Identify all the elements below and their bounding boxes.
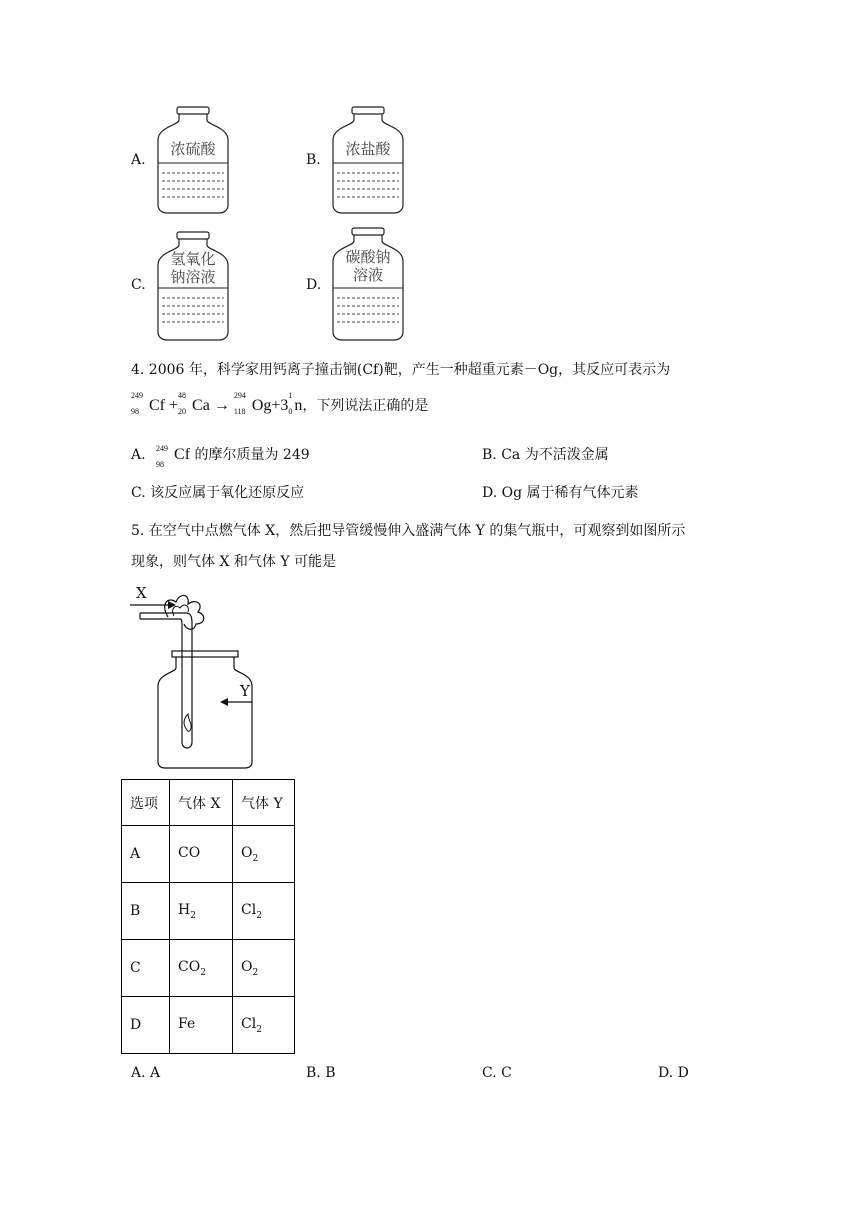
table-row bbox=[122, 826, 295, 883]
row-a-gas-y bbox=[233, 826, 295, 883]
nuclide-n bbox=[288, 391, 303, 416]
q4-option-a-text: 的摩尔质量为 249 bbox=[194, 447, 310, 463]
table-row bbox=[122, 940, 295, 997]
row-c-y-subscript: 2 bbox=[252, 967, 259, 978]
q5-stem-line1: 5. 在空气中点燃气体 X，然后把导管缓慢伸入盛满气体 Y 的集气瓶中，可观察到如图所示 bbox=[131, 523, 686, 539]
row-c-gas-y bbox=[233, 940, 295, 997]
q3-bottle-b bbox=[328, 105, 408, 215]
bottle-d-icon bbox=[328, 226, 408, 342]
row-b-option: B bbox=[122, 883, 170, 940]
bottle-d-label-line1: 碳酸钠 bbox=[345, 248, 391, 266]
q3-option-d-letter: D. bbox=[306, 277, 322, 293]
q4-option-a bbox=[131, 444, 310, 469]
reaction-arrow: → bbox=[213, 397, 230, 414]
row-b-y-subscript: 2 bbox=[256, 910, 262, 921]
table-header-row bbox=[122, 780, 295, 826]
q5-answer-a: A. A bbox=[131, 1065, 161, 1081]
bottle-a-icon bbox=[153, 105, 233, 215]
og-atomic-number: 118 bbox=[233, 407, 246, 416]
q4-equation bbox=[131, 391, 429, 416]
bottle-b-icon bbox=[328, 105, 408, 215]
q3-option-c-letter: C. bbox=[131, 277, 146, 293]
row-d-gas-y bbox=[233, 997, 295, 1054]
equation-plus-coefficient: +3 bbox=[271, 397, 289, 414]
header-gas-y: 气体 Y bbox=[233, 780, 295, 826]
header-option: 选项 bbox=[122, 780, 170, 826]
row-c-x-formula: CO bbox=[178, 958, 201, 975]
q4-stem-line1: 4. 2006 年，科学家用钙离子撞击锎(Cf)靶，产生一种超重元素－Og，其反应可表示为 bbox=[131, 362, 671, 378]
q4-stem-tail: ，下列说法正确的是 bbox=[302, 398, 429, 414]
header-gas-x: 气体 X bbox=[170, 780, 233, 826]
q5-answer-d: D. D bbox=[658, 1065, 689, 1081]
ca-symbol: Ca bbox=[192, 397, 210, 414]
nuclide-cf bbox=[131, 391, 165, 416]
row-c-x-subscript: 2 bbox=[200, 967, 206, 978]
row-b-gas-x bbox=[170, 883, 233, 940]
row-c-gas-x bbox=[170, 940, 233, 997]
row-d-y-formula: Cl bbox=[241, 1015, 257, 1032]
row-d-option: D bbox=[122, 997, 170, 1054]
q5-answer-b: B. B bbox=[306, 1065, 336, 1081]
ca-atomic-number: 20 bbox=[178, 407, 187, 416]
bottle-c-label-line2: 钠溶液 bbox=[170, 268, 216, 286]
q5-apparatus-figure bbox=[128, 582, 278, 772]
row-d-y-subscript: 2 bbox=[256, 1024, 262, 1035]
row-c-y-formula: O bbox=[241, 958, 253, 975]
q5-answer-c: C. C bbox=[482, 1065, 512, 1081]
q3-option-b-letter: B. bbox=[306, 152, 321, 168]
ca-mass-number: 48 bbox=[178, 391, 187, 400]
q4-option-d: D. Og 属于稀有气体元素 bbox=[482, 485, 639, 501]
og-symbol: Og bbox=[251, 397, 272, 414]
row-a-y-formula: O bbox=[241, 844, 253, 861]
q4-option-a-nuclide bbox=[156, 444, 191, 469]
row-b-y-formula: Cl bbox=[241, 901, 257, 918]
q5-options-table bbox=[121, 779, 295, 1054]
q4-option-b: B. Ca 为不活泼金属 bbox=[482, 447, 609, 463]
q4-a-symbol: Cf bbox=[174, 446, 191, 463]
q4-a-atomic-number: 98 bbox=[156, 460, 165, 469]
n-mass-number: 1 bbox=[288, 391, 293, 400]
row-a-option: A bbox=[122, 826, 170, 883]
row-b-x-formula: H bbox=[178, 901, 191, 918]
q4-option-a-prefix: A. bbox=[131, 447, 146, 463]
q3-bottle-a bbox=[153, 105, 233, 215]
cf-atomic-number: 98 bbox=[131, 407, 139, 416]
bottle-c-label-line1: 氢氧化 bbox=[170, 250, 216, 268]
q3-option-a-letter: A. bbox=[131, 152, 146, 168]
bottle-d-label-line2: 溶液 bbox=[352, 266, 383, 284]
row-a-y-subscript: 2 bbox=[252, 853, 259, 864]
q3-bottle-c bbox=[153, 230, 233, 342]
q4-a-mass-number: 249 bbox=[156, 444, 169, 453]
bottle-b-label: 浓盐酸 bbox=[345, 140, 391, 158]
q4-option-c: C. 该反应属于氧化还原反应 bbox=[131, 485, 305, 501]
q5-stem-line2: 现象，则气体 X 和气体 Y 可能是 bbox=[131, 554, 337, 570]
row-a-x-formula: CO bbox=[178, 844, 201, 861]
gas-jar-flame-icon bbox=[128, 582, 278, 772]
og-mass-number: 294 bbox=[233, 391, 246, 400]
q3-bottle-d bbox=[328, 226, 408, 342]
nuclide-ca bbox=[178, 391, 210, 416]
n-symbol: n bbox=[294, 397, 303, 414]
table-row bbox=[122, 997, 295, 1054]
row-a-gas-x bbox=[170, 826, 233, 883]
cf-symbol: Cf bbox=[149, 397, 165, 414]
row-c-option: C bbox=[122, 940, 170, 997]
label-gas-y: Y bbox=[240, 682, 250, 700]
row-b-x-subscript: 2 bbox=[190, 910, 196, 921]
cf-mass-number: 249 bbox=[131, 391, 143, 400]
table-row bbox=[122, 883, 295, 940]
row-d-gas-x bbox=[170, 997, 233, 1054]
label-gas-x: X bbox=[136, 584, 147, 602]
nuclide-og bbox=[233, 391, 272, 416]
row-d-x-formula: Fe bbox=[178, 1015, 196, 1032]
bottle-a-label: 浓硫酸 bbox=[170, 140, 216, 158]
row-b-gas-y bbox=[233, 883, 295, 940]
bottle-c-icon bbox=[153, 230, 233, 342]
equation-plus: + bbox=[169, 397, 179, 414]
n-atomic-number: 0 bbox=[288, 407, 293, 416]
